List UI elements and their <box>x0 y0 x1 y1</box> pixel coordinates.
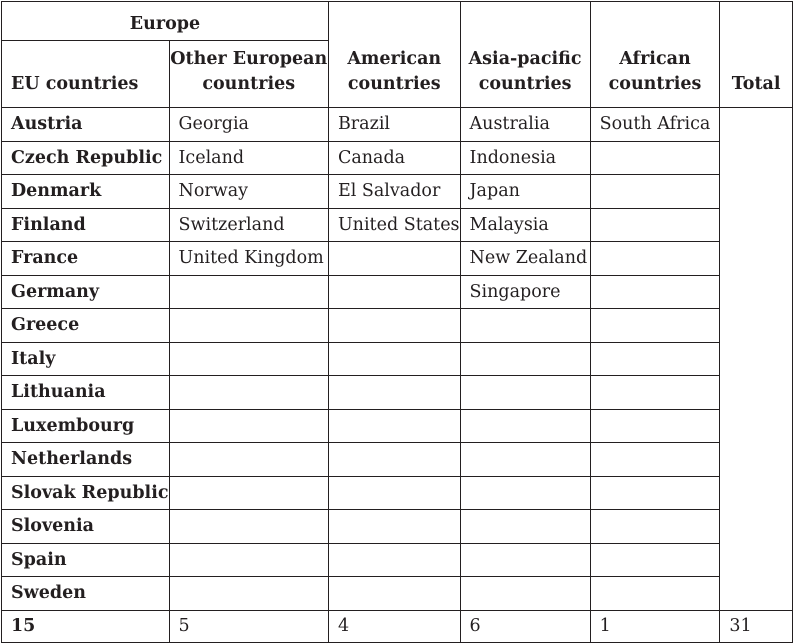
asia-pacific-country-cell: Singapore <box>460 275 590 309</box>
american-country-cell <box>328 510 460 544</box>
eu-country-cell: Netherlands <box>2 443 170 477</box>
country-table <box>1 1 793 643</box>
asia-pacific-country-cell: Japan <box>460 175 590 209</box>
eu-country-cell: Germany <box>2 275 170 309</box>
other-european-country-cell <box>169 409 328 443</box>
asia-pacific-country-cell: New Zealand <box>460 242 590 276</box>
asia-pacific-country-cell: Malaysia <box>460 208 590 242</box>
eu-country-cell: France <box>2 242 170 276</box>
eu-country-cell: Denmark <box>2 175 170 209</box>
eu-country-cell: Luxembourg <box>2 409 170 443</box>
african-header-line2: countries <box>608 74 702 94</box>
table-row <box>2 476 793 510</box>
african-country-cell <box>590 208 720 242</box>
asia-pacific-header-line1: Asia-pacific <box>468 49 582 69</box>
eu-country-cell: Sweden <box>2 577 170 611</box>
american-country-cell <box>328 376 460 410</box>
other-european-country-cell: United Kingdom <box>169 242 328 276</box>
eu-country-cell: Lithuania <box>2 376 170 410</box>
eu-country-cell: Slovak Republic <box>2 476 170 510</box>
other-european-country-cell <box>169 376 328 410</box>
african-country-cell <box>590 409 720 443</box>
total-column-empty-cell <box>720 108 793 611</box>
african-country-cell <box>590 543 720 577</box>
american-country-cell <box>328 275 460 309</box>
american-country-cell <box>328 409 460 443</box>
other-european-country-cell <box>169 510 328 544</box>
eu-country-cell: Czech Republic <box>2 141 170 175</box>
african-country-cell <box>590 342 720 376</box>
total-header: Total <box>720 2 793 108</box>
other-european-country-cell <box>169 309 328 343</box>
other-european-country-cell: Switzerland <box>169 208 328 242</box>
asia-pacific-country-cell <box>460 443 590 477</box>
asia-pacific-country-cell <box>460 342 590 376</box>
african-country-cell <box>590 376 720 410</box>
american-country-cell <box>328 342 460 376</box>
other-european-country-cell: Georgia <box>169 108 328 142</box>
table-row <box>2 242 793 276</box>
europe-header: Europe <box>2 2 329 41</box>
african-country-cell <box>590 141 720 175</box>
table-row <box>2 409 793 443</box>
american-country-cell: United States <box>328 208 460 242</box>
american-country-cell <box>328 476 460 510</box>
table-row <box>2 443 793 477</box>
eu-total-cell: 15 <box>2 610 170 642</box>
table-row <box>2 342 793 376</box>
african-country-cell <box>590 443 720 477</box>
asia-pacific-country-cell <box>460 409 590 443</box>
totals-row <box>2 610 793 642</box>
african-country-cell <box>590 242 720 276</box>
table-row <box>2 543 793 577</box>
eu-country-cell: Slovenia <box>2 510 170 544</box>
american-header <box>328 2 460 108</box>
other-european-header-line1: Other European <box>170 49 328 69</box>
other-european-country-cell <box>169 443 328 477</box>
other-european-total-cell: 5 <box>169 610 328 642</box>
other-european-header <box>169 41 328 108</box>
american-country-cell <box>328 543 460 577</box>
table-row <box>2 577 793 611</box>
african-total-cell: 1 <box>590 610 720 642</box>
table-row <box>2 141 793 175</box>
eu-country-cell: Austria <box>2 108 170 142</box>
american-country-cell <box>328 577 460 611</box>
table-row <box>2 309 793 343</box>
african-country-cell <box>590 275 720 309</box>
african-header-line1: African <box>619 49 691 69</box>
other-european-country-cell <box>169 476 328 510</box>
table-body <box>2 108 793 643</box>
eu-country-cell: Spain <box>2 543 170 577</box>
table-row <box>2 208 793 242</box>
asia-pacific-country-cell <box>460 510 590 544</box>
american-country-cell: El Salvador <box>328 175 460 209</box>
american-country-cell: Brazil <box>328 108 460 142</box>
african-country-cell <box>590 510 720 544</box>
table-row <box>2 275 793 309</box>
asia-pacific-country-cell <box>460 309 590 343</box>
other-european-country-cell: Iceland <box>169 141 328 175</box>
asia-pacific-total-cell: 6 <box>460 610 590 642</box>
eu-country-cell: Greece <box>2 309 170 343</box>
other-european-country-cell <box>169 342 328 376</box>
american-header-line2: countries <box>347 74 441 94</box>
american-total-cell: 4 <box>328 610 460 642</box>
african-country-cell <box>590 309 720 343</box>
asia-pacific-header <box>460 2 590 108</box>
asia-pacific-header-line2: countries <box>478 74 572 94</box>
asia-pacific-country-cell <box>460 476 590 510</box>
table-row <box>2 175 793 209</box>
american-header-line1: American <box>347 49 442 69</box>
american-country-cell <box>328 242 460 276</box>
african-country-cell <box>590 476 720 510</box>
other-european-header-line2: countries <box>202 74 296 94</box>
asia-pacific-country-cell <box>460 543 590 577</box>
eu-country-cell: Finland <box>2 208 170 242</box>
african-country-cell <box>590 175 720 209</box>
american-country-cell <box>328 309 460 343</box>
table-row <box>2 510 793 544</box>
asia-pacific-country-cell: Australia <box>460 108 590 142</box>
table-row <box>2 108 793 142</box>
other-european-country-cell <box>169 543 328 577</box>
asia-pacific-country-cell <box>460 376 590 410</box>
eu-countries-header: EU countries <box>2 41 170 108</box>
african-country-cell <box>590 577 720 611</box>
asia-pacific-country-cell <box>460 577 590 611</box>
african-header <box>590 2 720 108</box>
african-country-cell: South Africa <box>590 108 720 142</box>
american-country-cell <box>328 443 460 477</box>
table-row <box>2 376 793 410</box>
header-row-group <box>2 2 793 41</box>
eu-country-cell: Italy <box>2 342 170 376</box>
other-european-country-cell <box>169 275 328 309</box>
grand-total-cell: 31 <box>720 610 793 642</box>
american-country-cell: Canada <box>328 141 460 175</box>
other-european-country-cell: Norway <box>169 175 328 209</box>
other-european-country-cell <box>169 577 328 611</box>
asia-pacific-country-cell: Indonesia <box>460 141 590 175</box>
